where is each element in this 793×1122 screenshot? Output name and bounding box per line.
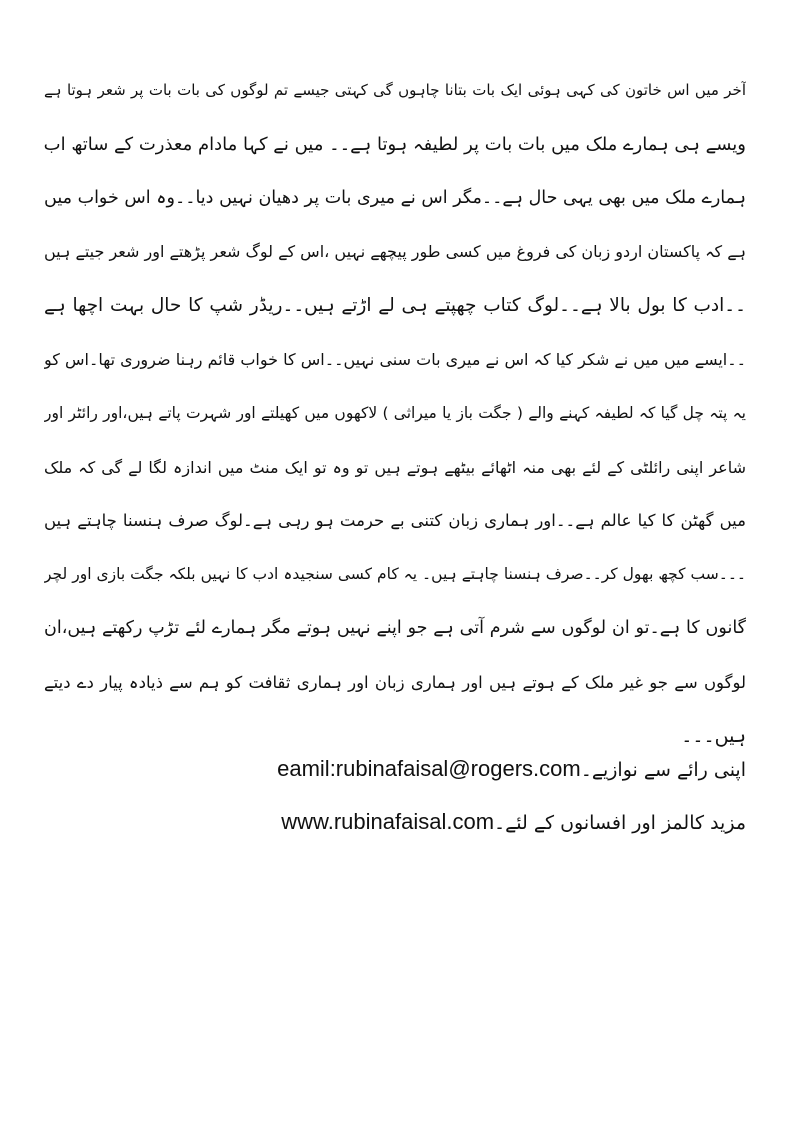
article-paragraph	[44, 64, 746, 763]
paragraph-line: گانوں کا ہے۔تو ان لوگوں سے شرم آتی ہے جو اپنے نہیں ہوتے مگر ہمارے لئے تڑپ رکھتے ہیں،ان	[44, 617, 746, 638]
paragraph-line: ویسے ہی ہمارے ملک میں بات بات پر لطیفہ ہوتا ہے۔۔ میں نے کہا مادام معذرت کے ساتھ اب	[44, 133, 746, 155]
paragraph-line: ہمارے ملک میں بھی یہی حال ہے۔۔مگر اس نے میری بات پر دھیان نہیں دیا۔۔وہ اس خواب میں	[44, 187, 746, 208]
website-line	[44, 795, 746, 848]
paragraph-line: ۔۔ایسے میں میں نے شکر کیا کہ اس نے میری بات سنی نہیں۔۔اس کا خواب قائم رہنا ضروری تھا۔اس کو	[44, 349, 746, 369]
paragraph-line: آخر میں اس خاتون کی کہی ہوئی ایک بات بتانا چاہوں گی کہتی جیسے تم لوگوں کی بات بات پر شعر ہوتا ہے	[44, 81, 746, 99]
email-prompt: اپنی رائے سے نوازیے۔	[580, 759, 746, 781]
email-line	[44, 742, 746, 795]
website-prompt: مزید کالمز اور افسانوں کے لئے۔	[494, 812, 746, 834]
paragraph-line: میں گھٹن کا کیا عالم ہے۔۔اور ہماری زبان کتنی بے حرمت ہو رہی ہے۔لوگ صرف ہنسنا چاہتے ہیں	[44, 511, 746, 531]
paragraph-line: ۔۔۔سب کچھ بھول کر۔۔صرف ہنسنا چاہتے ہیں۔ یہ کام کسی سنجیدہ ادب کا نہیں بلکہ جگت بازی اور لچر	[44, 565, 746, 584]
paragraph-line: ہیں۔۔۔	[681, 724, 746, 747]
website-url: www.rubinafaisal.com	[281, 809, 495, 834]
paragraph-line: لوگوں سے جو غیر ملک کے ہوتے ہیں اور ہماری زبان اور ہماری ثقافت کو ہم سے ذیادہ پیار دے دیتے	[44, 672, 746, 692]
paragraph-line: ہے کہ پاکستان اردو زبان کی فروغ میں کسی طور پیچھے نہیں ،اس کے لوگ شعر پڑھتے اور شعر جیتے ہیں	[44, 242, 746, 262]
paragraph-line: ۔۔ادب کا بول بالا ہے۔۔لوگ کتاب چھپتے ہی لے اڑتے ہیں۔۔ریڈر شپ کا حال بہت اچھا ہے	[44, 295, 746, 317]
contact-info	[44, 742, 746, 848]
paragraph-line: شاعر اپنی رائلٹی کے لئے بھی منہ اٹھائے بیٹھے ہوتے ہیں تو وہ تو ایک منٹ میں اندازہ لگا لے گی کہ ملک	[44, 457, 746, 477]
paragraph-line: یہ پتہ چل گیا کہ لطیفہ کہنے والے ( جگت باز یا میراثی ) لاکھوں میں کھیلتے اور شہرت پاتے ہیں،اور رائٹر اور	[44, 403, 746, 422]
email-address: eamil:rubinafaisal@rogers.com	[277, 756, 581, 781]
